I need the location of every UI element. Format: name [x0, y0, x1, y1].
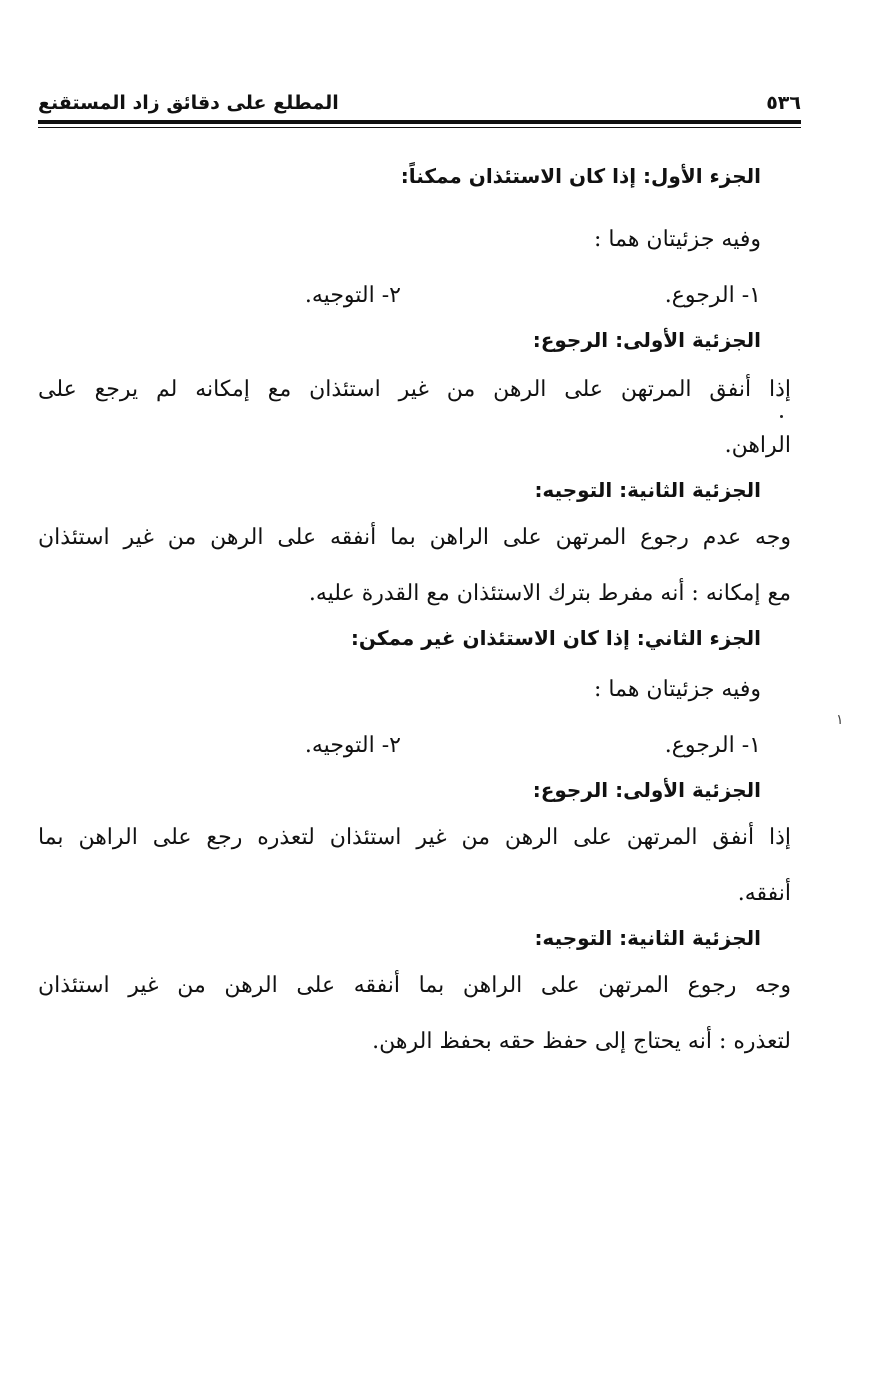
- part2-sub1-line2: أنفقه.: [737, 881, 791, 906]
- part2-item-2: ٢- التوجيه.: [304, 733, 401, 758]
- part2-sub1-heading: الجزئية الأولى: الرجوع:: [532, 778, 761, 802]
- page-number: ٥٣٦: [766, 92, 801, 114]
- part2-sub2-line1: وجه رجوع المرتهن على الراهن بما أنفقه على الرهن من غير استئذان: [38, 973, 791, 998]
- margin-note: ١: [836, 712, 844, 728]
- part1-sub2-heading: الجزئية الثانية: التوجيه:: [534, 478, 761, 502]
- header-rule-thin: [38, 127, 801, 128]
- running-header: [38, 78, 801, 118]
- part1-sub1-heading: الجزئية الأولى: الرجوع:: [532, 328, 761, 352]
- document-page: [38, 78, 801, 1070]
- part1-item-2: ٢- التوجيه.: [304, 283, 401, 308]
- header-rule-thick: [38, 120, 801, 124]
- part1-sub1-line2: الراهن.: [724, 433, 791, 458]
- part1-items: [38, 268, 761, 324]
- part1-sub1-line1: إذا أنفق المرتهن على الرهن من غير استئذان مع إمكانه لم يرجع على: [38, 377, 791, 402]
- part1-sub2-paragraph: [38, 510, 801, 622]
- part2-heading: الجزء الثاني: إذا كان الاستئذان غير ممكن:: [350, 626, 761, 650]
- part2-sub2-line2: لتعذره : أنه يحتاج إلى حفظ حقه بحفظ الرهن.: [372, 1029, 791, 1054]
- part2-sub1-paragraph: [38, 810, 801, 922]
- part2-intro: وفيه جزئيتان هما :: [594, 677, 761, 702]
- part1-sub2-line2: مع إمكانه : أنه مفرط بترك الاستئذان مع القدرة عليه.: [308, 581, 791, 606]
- page-content: [38, 160, 801, 1070]
- part1-item-1: ١- الرجوع.: [664, 283, 761, 308]
- part1-sub1-paragraph: [38, 362, 801, 474]
- part1-intro: وفيه جزئيتان هما :: [594, 227, 761, 252]
- part2-sub2-paragraph: [38, 958, 801, 1070]
- part2-sub2-heading: الجزئية الثانية: التوجيه:: [534, 926, 761, 950]
- part1-heading: الجزء الأول: إذا كان الاستئذان ممكناً:: [400, 164, 761, 188]
- part2-items: [38, 718, 761, 774]
- part2-item-1: ١- الرجوع.: [664, 733, 761, 758]
- part1-sub2-line1: وجه عدم رجوع المرتهن على الراهن بما أنفقه على الرهن من غير استئذان: [38, 525, 791, 550]
- book-title: المطلع على دقائق زاد المستقنع: [38, 92, 339, 114]
- part2-sub1-line1: إذا أنفق المرتهن على الرهن من غير استئذان لتعذره رجع على الراهن بما: [38, 825, 791, 850]
